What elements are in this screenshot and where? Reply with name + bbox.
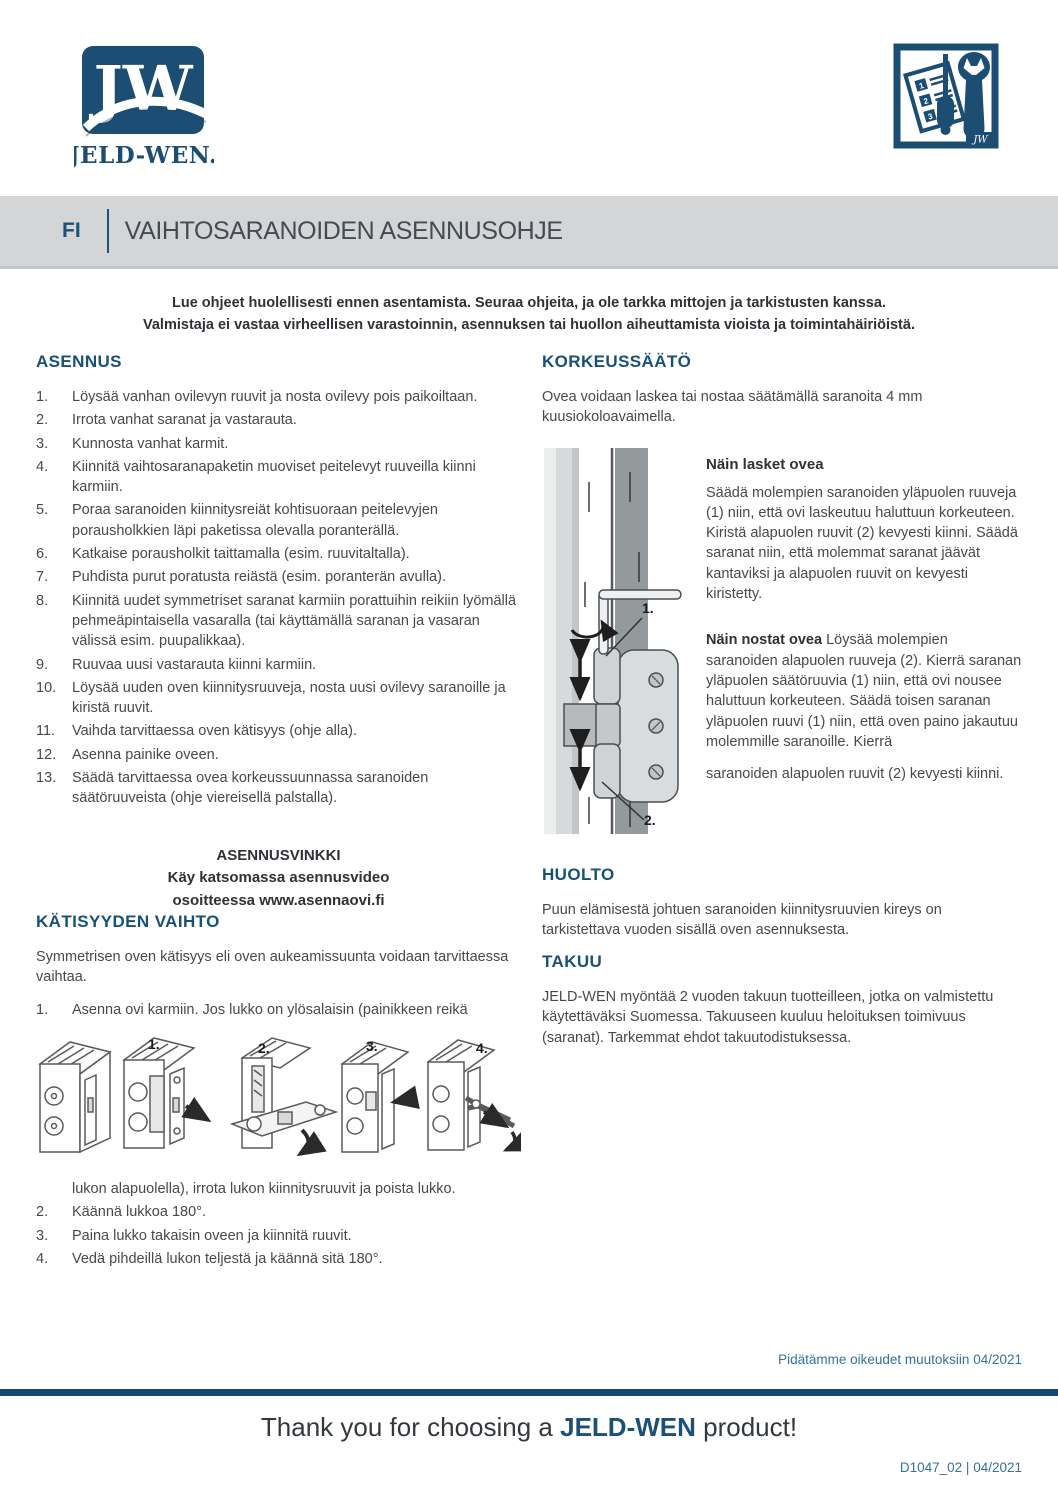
figure-step-label: 4. <box>476 1040 488 1057</box>
figure-step-label: 2. <box>258 1040 270 1057</box>
list-text: Kiinnitä vaihtosaranapaketin muoviset peitelevyt ruuveilla kiinni karmiin. <box>72 458 476 496</box>
list-number: 1. <box>36 389 49 405</box>
content-columns <box>36 352 1022 1272</box>
list-item <box>36 457 521 498</box>
list-number: 5. <box>36 502 49 519</box>
footer-divider-bar <box>0 1389 1058 1396</box>
intro-note <box>0 292 1058 337</box>
door-block-plain <box>40 1042 110 1152</box>
list-number: 10. <box>36 679 57 696</box>
list-text: Paina lukko takaisin oveen ja kiinnitä ruuvit. <box>72 1227 352 1244</box>
page-title: VAIHTOSARANOIDEN ASENNUSOHJE <box>124 216 563 245</box>
tools-instructions-icon <box>892 42 1004 165</box>
vinkki-line-1: Käy katsomassa asennusvideo <box>167 869 390 887</box>
list-text: Irrota vanhat saranat ja vastarauta. <box>72 412 297 429</box>
list-number: 3. <box>36 1227 49 1244</box>
sheet-step-2: 2 <box>922 96 930 107</box>
lock-steps-illustration <box>36 1032 521 1170</box>
title-divider <box>107 209 109 253</box>
list-item <box>36 1000 521 1020</box>
vinkki-title: ASENNUSVINKKI <box>216 846 341 864</box>
list-item <box>36 591 521 652</box>
raise-door-title: Näin nostat ovea <box>706 632 823 649</box>
list-text: Löysää uuden oven kiinnitysruuveja, nosta uusi ovilevy saranoille ja kiristä ruuvit. <box>72 679 506 717</box>
huolto-text: Puun elämisestä johtuen saranoiden kiinnitysruuvien kireys on tarkistettava vuoden sisällä oven asennuksesta. <box>542 901 942 938</box>
list-item <box>36 410 521 430</box>
list-number: 11. <box>36 723 56 740</box>
jw-logo-icon <box>74 44 214 172</box>
jeld-wen-logo <box>74 44 214 177</box>
list-number: 6. <box>36 546 49 563</box>
vinkki-line-2: osoitteessa www.asennaovi.fi <box>172 891 385 909</box>
language-code: FI <box>62 219 81 242</box>
katisyys-intro: Symmetrisen oven kätisyys eli oven aukeamissuunta voidaan tarvittaessa vaihtaa. <box>36 949 509 986</box>
list-item <box>36 1249 521 1269</box>
hinge-illustration <box>542 442 690 840</box>
figure-step-label: 1. <box>148 1036 160 1053</box>
lower-door-title: Näin lasket ovea <box>706 455 824 473</box>
list-item <box>36 721 521 741</box>
raise-door-text-2: saranoiden alapuolen ruuvit (2) kevyesti kiinni. <box>706 766 1004 783</box>
hinge-figure <box>542 442 690 845</box>
list-text: Asenna painike oveen. <box>72 746 219 763</box>
list-text: Asenna ovi karmiin. Jos lukko on ylösalaisin (painikkeen reikä <box>72 1001 468 1018</box>
list-number: 1. <box>36 1001 49 1018</box>
intro-line-2: Valmistaja ei vastaa virheellisen varastoinnin, asennuksen tai huollon aiheuttamista vioista ja toimintahäiriöistä. <box>143 317 915 334</box>
list-number: 3. <box>36 435 49 452</box>
raise-door-paragraph <box>706 630 1022 752</box>
hinge-label-1: 1. <box>642 599 654 616</box>
list-item <box>36 768 521 809</box>
list-number: 2. <box>36 1204 49 1221</box>
jw-badge-text: JW <box>973 134 988 146</box>
thanks-pre: Thank you for choosing a <box>260 1412 561 1442</box>
sheet-step-3: 3 <box>926 111 934 122</box>
right-column <box>542 352 1022 1272</box>
title-band <box>0 196 1058 269</box>
step1-continuation: lukon alapuolella), irrota lukon kiinnitysruuvit ja poista lukko. <box>72 1181 456 1198</box>
list-text: Löysää vanhan ovilevyn ruuvit ja nosta ovilevy pois paikoiltaan. <box>72 389 478 405</box>
list-item <box>36 1202 521 1222</box>
section-heading-takuu: TAKUU <box>542 952 603 972</box>
takuu-text: JELD-WEN myöntää 2 vuoden takuun tuotteilleen, jotka on valmistettu käytettäväksi Suomessa. Takuuseen kuuluu heloituksen toimivuus (saranat). Tarkemmat ehdot takuutodistuksessa. <box>542 989 994 1046</box>
section-heading-huolto: HUOLTO <box>542 864 615 884</box>
list-number: 12. <box>36 746 57 763</box>
list-item <box>36 678 521 719</box>
list-item <box>36 655 521 675</box>
list-number: 4. <box>36 1250 49 1267</box>
list-item <box>36 745 521 765</box>
door-block-step3 <box>342 1042 414 1152</box>
logo-wordmark: JELD-WEN. <box>74 142 214 169</box>
list-text: Katkaise porausholkit taittamalla (esim. ruuvitaltalla). <box>72 546 410 563</box>
raise-door-text: Löysää molempien saranoiden alapuolen ruuveja (2). Kierrä saranan yläpuolen säätöruuvia (1) niin, että ovi nousee haluttuun korkeuteen. Säädä toisen saranan yläpuolen ruuvi (1) niin, että oven paino jakautuu molemmille saranoille. Kierrä <box>706 632 1022 750</box>
list-text: Käännä lukkoa 180°. <box>72 1204 206 1221</box>
list-item <box>36 387 521 407</box>
list-number: 9. <box>36 656 49 673</box>
list-item <box>36 567 521 587</box>
hinge-instructions <box>706 442 1022 845</box>
list-item <box>36 544 521 564</box>
korkeussaato-intro: Ovea voidaan laskea tai nostaa säätämällä saranoita 4 mm kuusiokoloavaimella. <box>542 389 923 426</box>
list-text: Poraa saranoiden kiinnitysreiät kohtisuoraan peitelevyjen porausholkkien läpi paketissa olevalla poranterällä. <box>72 502 438 539</box>
section-heading-korkeussaato: KORKEUSSÄÄTÖ <box>542 352 692 371</box>
door-block-step1 <box>124 1038 208 1148</box>
list-item <box>36 500 521 541</box>
list-text: Ruuvaa uusi vastarauta kiinni karmiin. <box>72 656 317 673</box>
sheet-step-1: 1 <box>918 80 925 91</box>
thanks-post: product! <box>695 1412 798 1442</box>
tools-icon-svg <box>892 42 1004 160</box>
jw-badge <box>966 132 995 146</box>
thanks-brand: JELD-WEN <box>560 1412 696 1442</box>
logo-monogram: JW <box>93 52 193 125</box>
door-block-step2 <box>232 1038 336 1154</box>
list-text: Kunnosta vanhat karmit. <box>72 435 229 452</box>
section-heading-katisyys: KÄTISYYDEN VAIHTO <box>36 912 220 932</box>
lower-door-text: Säädä molempien saranoiden yläpuolen ruuveja (1) niin, että ovi laskeutuu haluttuun korkeuteen. Kiristä alapuolen ruuvit (2) kevyesti kiinni. Säädä saranat niin, että molemmat saranat jäävät kantaviksi ja alapuolen ruuvit on kevyesti kiristetty. <box>706 484 1018 603</box>
hinge-label-2: 2. <box>644 811 656 828</box>
list-text: Vaihda tarvittaessa oven kätisyys (ohje alla). <box>72 723 358 740</box>
list-text: Puhdista purut poratusta reiästä (esim. poranterän avulla). <box>72 569 446 586</box>
rights-note: Pidätämme oikeudet muutoksiin 04/2021 <box>778 1352 1022 1367</box>
asennusvinkki-note <box>36 845 521 913</box>
thank-you-line <box>0 1412 1058 1443</box>
list-number: 7. <box>36 569 49 586</box>
list-number: 4. <box>36 458 49 475</box>
list-item <box>36 1226 521 1246</box>
asennus-list <box>36 387 521 809</box>
intro-line-1: Lue ohjeet huolellisesti ennen asentamista. Seuraa ohjeita, ja ole tarkka mittojen ja tarkistusten kanssa. <box>172 295 886 311</box>
list-text: Vedä pihdeillä lukon teljestä ja käännä sitä 180°. <box>72 1250 383 1267</box>
lock-steps-figure <box>36 1032 521 1175</box>
list-number: 2. <box>36 412 49 429</box>
list-item <box>36 434 521 454</box>
list-text: Säädä tarvittaessa ovea korkeussuunnassa saranoiden säätöruuveista (ohje viereisellä palstalla). <box>72 770 429 807</box>
list-text: Kiinnitä uudet symmetriset saranat karmiin porattuihin reikiin lyömällä pehmeäpintaisella vasaralla (tai käyttämällä saranan ja vasaran välissä esim. puupalikkaa). <box>72 592 517 650</box>
list-number: 13. <box>36 770 57 787</box>
document-code: D1047_02 | 04/2021 <box>899 1460 1022 1475</box>
list-number: 8. <box>36 592 49 609</box>
figure-step-label: 3. <box>366 1038 378 1055</box>
hinge-adjust-figure-row <box>542 442 1022 845</box>
section-heading-asennus: ASENNUS <box>36 352 122 371</box>
left-column <box>36 352 521 1272</box>
door-block-step4 <box>428 1040 515 1150</box>
